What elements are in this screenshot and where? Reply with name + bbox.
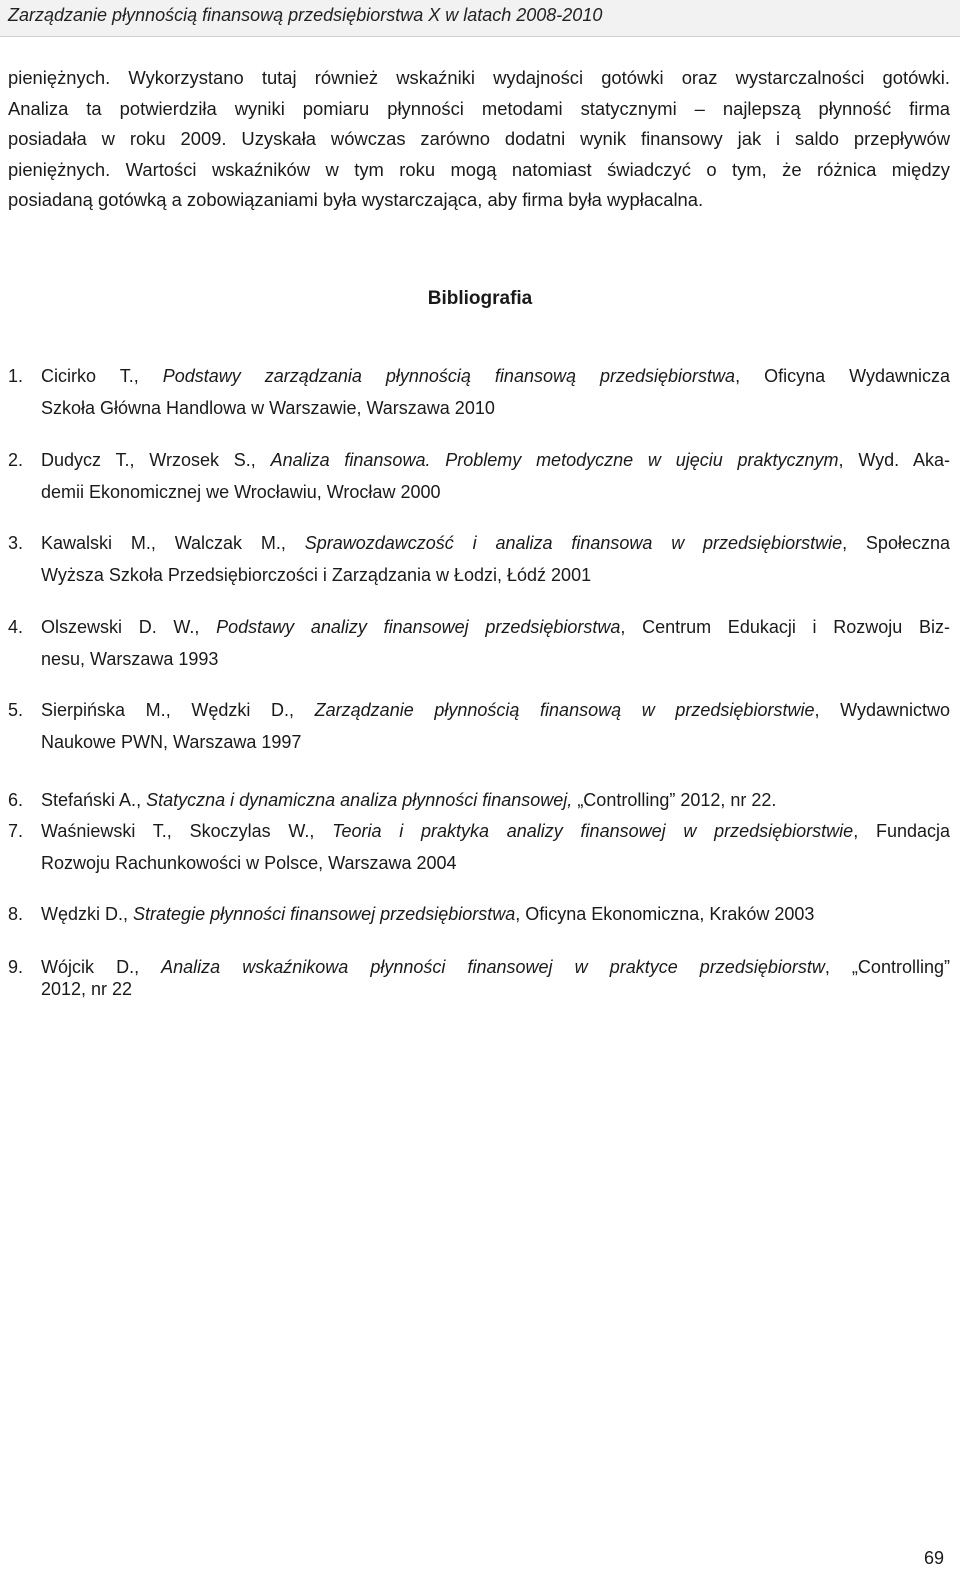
- item-author: Dudycz T.: [41, 450, 130, 470]
- item-line: Szkoła Główna Handlowa w Warszawie, Warszawa 2010: [41, 398, 495, 418]
- item-number: 5.: [8, 700, 24, 720]
- item-work-title: Podstawy zarządzania płynnością finansową przedsiębiorstwa: [162, 366, 736, 386]
- item-line: Sierpińska M., Wędzki D., Zarządzanie płynnością finansową w przedsiębiorstwie, Wydawnictwo: [41, 700, 950, 720]
- item-number: 8.: [8, 904, 24, 924]
- item-line: nesu, Warszawa 1993: [41, 649, 219, 669]
- item-author: Skoczylas W.: [189, 821, 310, 841]
- item-work-title: Podstawy analizy finansowej przedsiębiorstwa: [216, 617, 621, 637]
- item-number: 3.: [8, 533, 24, 553]
- item-number: 7.: [8, 821, 24, 841]
- paragraph-line: Analiza ta potwierdziła wyniki pomiaru płynności metodami statycznymi – najlepszą płynność firma: [8, 97, 950, 119]
- item-author: Olszewski D. W.: [41, 617, 195, 637]
- item-number: 4.: [8, 617, 24, 637]
- running-header: [0, 0, 960, 37]
- item-line: Olszewski D. W., Podstawy analizy finansowej przedsiębiorstwa, Centrum Edukacji i Rozwoju Biz-: [41, 617, 950, 637]
- page-number: 69: [923, 1548, 944, 1568]
- item-line: Wędzki D., Strategie płynności finansowej przedsiębiorstwa, Oficyna Ekonomiczna, Kraków 2003: [41, 904, 815, 924]
- item-line: Kawalski M., Walczak M., Sprawozdawczość i analiza finansowa w przedsiębiorstwie, Społeczna: [41, 533, 950, 553]
- item-work-title: Analiza finansowa. Problemy metodyczne w ujęciu praktycznym: [270, 450, 839, 470]
- paragraph-line: posiadała w roku 2009. Uzyskała wówczas zarówno dodatni wynik finansowy jak i saldo przepływów: [8, 128, 950, 149]
- item-author: Cicirko T.: [41, 366, 134, 386]
- item-work-title: Statyczna i dynamiczna analiza płynności finansowej,: [146, 790, 573, 810]
- item-line: Stefański A., Statyczna i dynamiczna analiza płynności finansowej, „Controlling” 2012, nr 22.: [41, 790, 777, 810]
- item-work-title: Strategie płynności finansowej przedsiębiorstwa: [133, 904, 516, 924]
- item-author: Sierpińska M.: [41, 700, 166, 720]
- item-number: 1.: [8, 366, 24, 386]
- item-author: Wędzki D.: [191, 700, 289, 720]
- item-work-title: Analiza wskaźnikowa płynności finansowej w praktyce przedsiębiorstw: [161, 957, 825, 977]
- item-work-title: Teoria i praktyka analizy finansowej w przedsiębiorstwie: [332, 821, 854, 841]
- item-line: Cicirko T., Podstawy zarządzania płynnością finansową przedsiębiorstwa, Oficyna Wydawnicza: [41, 366, 950, 386]
- item-line: Dudycz T., Wrzosek S., Analiza finansowa. Problemy metodyczne w ujęciu praktycznym, Wyd. Aka-: [41, 450, 950, 470]
- item-author: Walczak M.: [174, 533, 281, 553]
- item-line: 2012, nr 22: [41, 979, 133, 999]
- item-number: 2.: [8, 450, 24, 470]
- item-line: Wójcik D., Analiza wskaźnikowa płynności finansowej w praktyce przedsiębiorstw, „Controlling”: [41, 957, 950, 977]
- item-line: demii Ekonomicznej we Wrocławiu, Wrocław 2000: [41, 482, 441, 502]
- paragraph-line: pieniężnych. Wartości wskaźników w tym roku mogą natomiast świadczyć o tym, że różnica między: [8, 158, 950, 180]
- item-line: Rozwoju Rachunkowości w Polsce, Warszawa 2004: [41, 853, 457, 873]
- item-number: 6.: [8, 790, 24, 810]
- running-header-title: Zarządzanie płynnością finansową przedsiębiorstwa X w latach 2008-2010: [8, 5, 603, 25]
- item-number: 9.: [8, 957, 24, 977]
- paragraph-line: pieniężnych. Wykorzystano tutaj również wskaźniki wydajności gotówki oraz wystarczalności gotówki.: [8, 67, 950, 88]
- item-work-title: Sprawozdawczość i analiza finansowa w przedsiębiorstwie: [304, 533, 843, 553]
- item-line: Wyższa Szkoła Przedsiębiorczości i Zarządzania w Łodzi, Łódź 2001: [41, 565, 592, 585]
- item-author: Wędzki D.: [41, 904, 124, 924]
- item-author: Wrzosek S.: [149, 450, 251, 470]
- body-paragraph: [8, 63, 950, 216]
- item-work-title: Zarządzanie płynnością finansową w przedsiębiorstwie: [314, 700, 815, 720]
- paragraph-line: posiadaną gotówką a zobowiązaniami była wystarczająca, aby firma była wypłacalna.: [8, 189, 704, 210]
- item-author: Waśniewski T.: [41, 821, 167, 841]
- item-line: Naukowe PWN, Warszawa 1997: [41, 732, 302, 752]
- bibliography-heading: Bibliografia: [427, 288, 533, 309]
- item-line: Waśniewski T., Skoczylas W., Teoria i praktyka analizy finansowej w przedsiębiorstwie, Fundacja: [41, 821, 950, 841]
- item-author: Wójcik D.: [41, 957, 135, 977]
- item-author: Kawalski M.: [41, 533, 151, 553]
- item-author: Stefański A.: [41, 790, 137, 810]
